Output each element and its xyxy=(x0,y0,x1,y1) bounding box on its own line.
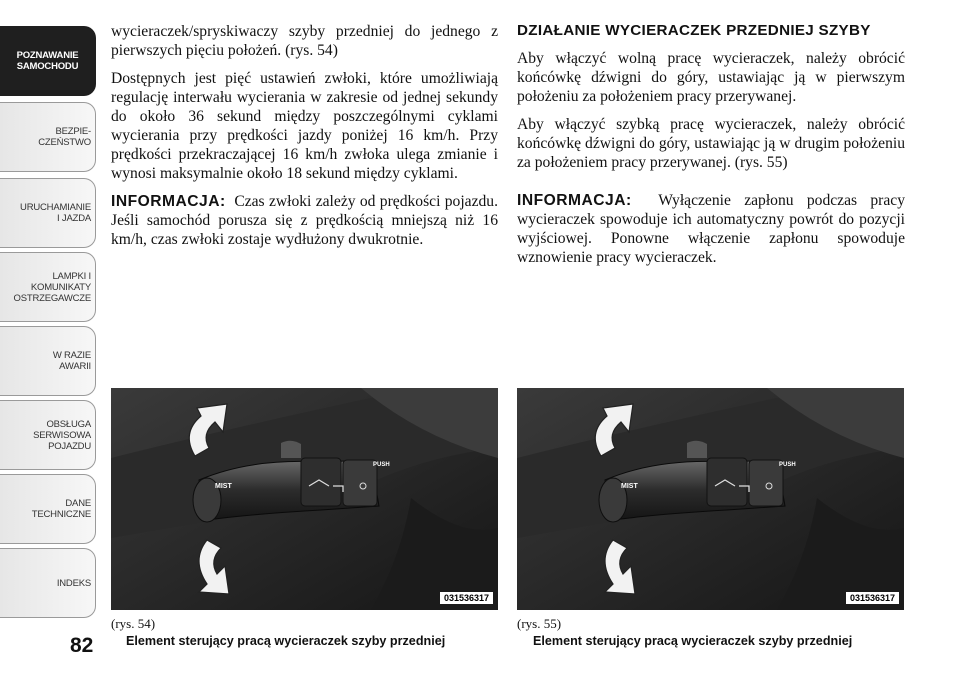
figure-reference: (rys. 55) xyxy=(517,616,562,631)
tab-dane-techniczne[interactable] xyxy=(0,474,96,544)
lever-push-label: PUSH xyxy=(373,462,390,468)
paragraph: wycieraczek/spryskiwaczy szyby przedniej do jednego z pierwszych pięciu położeń. (rys. 54) xyxy=(111,23,498,59)
tab-w-razie-awarii[interactable] xyxy=(0,326,96,396)
right-column xyxy=(517,22,905,276)
figure-code: 031536317 xyxy=(440,592,493,604)
tab-label: OBSŁUGA SERWISOWA POJAZDU xyxy=(33,418,91,452)
note-label: INFORMACJA: xyxy=(111,193,226,210)
figure-reference: (rys. 54) xyxy=(111,616,156,631)
wiper-lever-illustration xyxy=(517,388,904,610)
tab-bezpieczenstwo[interactable] xyxy=(0,102,96,172)
lever-mist-label: MIST xyxy=(215,483,232,490)
lever-mist-label: MIST xyxy=(621,483,638,490)
figure-caption: Element sterujący pracą wycieraczek szyby przedniej xyxy=(126,634,446,648)
note-text: Czas zwłoki zależy od prędkości pojazdu. Jeśli samochód porusza się z prędkością mniejszą niż 16 km/h, czas zwłoki zostaje wydłużony dwukrotnie. xyxy=(111,193,498,248)
tab-label: BEZPIE- CZEŃSTWO xyxy=(38,126,91,148)
section-heading: DZIAŁANIE WYCIERACZEK PRZEDNIEJ SZYBY xyxy=(517,22,871,39)
figure-code: 031536317 xyxy=(846,592,899,604)
page-number: 82 xyxy=(70,634,94,657)
tab-label: INDEKS xyxy=(56,577,91,589)
paragraph: Aby włączyć wolną pracę wycieraczek, należy obrócić końcówkę dźwigni do góry, ustawiając ją w pierwszym położeniu za położeniem pracy przerywanej. xyxy=(517,50,905,105)
wiper-lever-illustration xyxy=(111,388,498,610)
tab-obsluga-serwisowa[interactable] xyxy=(0,400,96,470)
figure-wiper-lever-55 xyxy=(517,388,904,610)
note xyxy=(517,191,905,267)
note-text: Wyłączenie zapłonu podczas pracy wycieraczek spowoduje ich automatyczny powrót do pozycji wyjściowej. Ponowne włączenie zapłonu spowoduje wznowienie pracy wycieraczek. xyxy=(517,192,905,266)
tab-poznawanie-samochodu[interactable] xyxy=(0,26,96,96)
tab-label: W RAZIE AWARII xyxy=(52,350,91,372)
tab-label: DANE TECHNICZNE xyxy=(31,498,91,520)
tab-label: LAMPKI I KOMUNIKATY OSTRZEGAWCZE xyxy=(13,270,91,304)
figure-caption: Element sterujący pracą wycieraczek szyby przedniej xyxy=(533,634,853,648)
tab-indeks[interactable] xyxy=(0,548,96,618)
note xyxy=(111,192,498,249)
tab-lampki-i-komunikaty[interactable] xyxy=(0,252,96,322)
tab-uruchamianie-i-jazda[interactable] xyxy=(0,178,96,248)
figure-wiper-lever-54 xyxy=(111,388,498,610)
left-column xyxy=(111,22,498,258)
lever-push-label: PUSH xyxy=(779,462,796,468)
tab-label: URUCHAMIANIE I JAZDA xyxy=(20,202,91,224)
note-label: INFORMACJA: xyxy=(517,192,632,209)
tab-label: POZNAWANIE SAMOCHODU xyxy=(16,50,79,72)
paragraph: Aby włączyć szybką pracę wycieraczek, należy obrócić końcówkę dźwigni do góry, ustawiając ją w drugim położeniu za położeniem pracy przerywanej. (rys. 55) xyxy=(517,116,905,171)
paragraph: Dostępnych jest pięć ustawień zwłoki, które umożliwiają regulację interwału wycierania w zakresie od jednej sekundy do około 36 sekund między poszczególnymi cyklami wycierania przy prędkości jazdy poniżej 16 km/h. Przy prędkości przekraczającej 16 km/h zwłoka ulega zmianie i wynosi maksymalnie około 18 sekund między cyklami. xyxy=(111,70,498,182)
